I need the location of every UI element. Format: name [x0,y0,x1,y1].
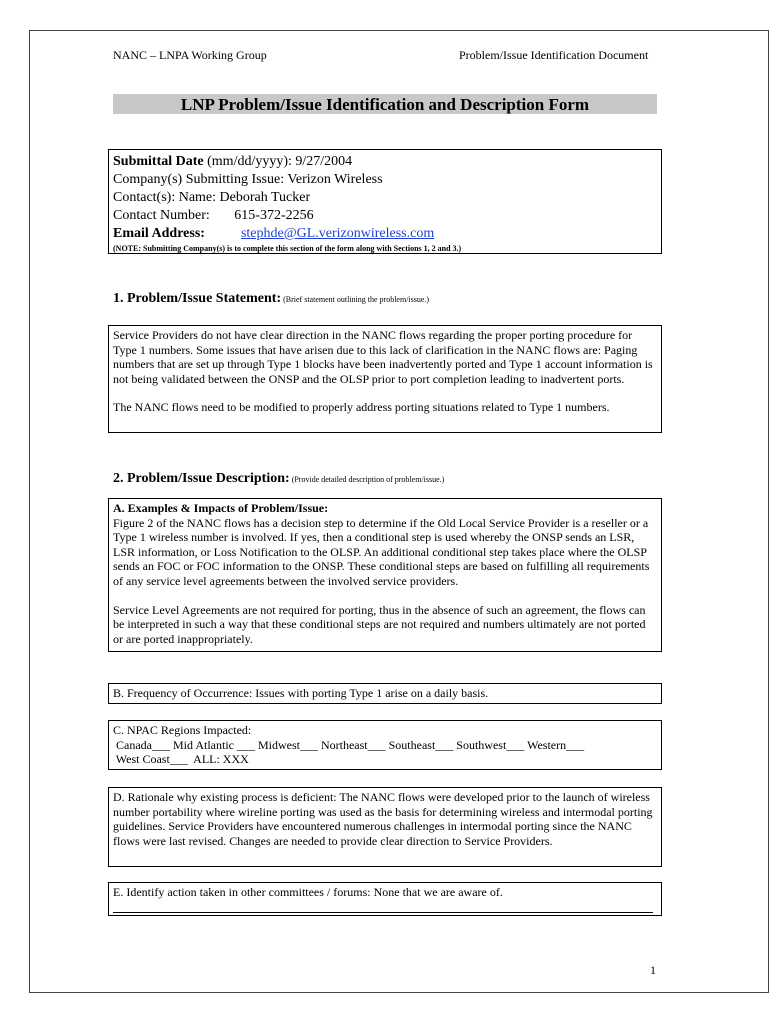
header-right: Problem/Issue Identification Document [459,48,649,62]
submittal-date-label: Submittal Date [113,154,204,169]
contact-number-line: Contact Number: 615-372-2256 [113,208,314,223]
section2d-box [108,787,662,867]
section2-hint: (Provide detailed description of problem/issue.) [289,475,445,484]
company-line: Company(s) Submitting Issue: Verizon Wireless [113,172,383,187]
section2c-line2: West Coast___ ALL: XXX [113,752,249,767]
submittal-date-value: (mm/dd/yyyy): 9/27/2004 [203,154,353,169]
section2a-box [108,498,662,652]
section1-para1: Service Providers do not have clear direction in the NANC flows regarding the proper porting procedure for Type 1 numbers. Some issues that have arisen due to this lack of clarification in the NANC flows are: Paging numbers that are set up through Type 1 blocks have been inadvertently ported and Type 1 account information is not being validated between the ONSP and the OLSP prior to port completion leading to inadvertent ports. [113,328,653,386]
submittal-box [108,149,662,254]
section2b-box [108,683,662,704]
page-number: 1 [650,963,656,977]
section1-box [108,325,662,433]
form-title: LNP Problem/Issue Identification and Description Form [180,95,590,114]
email-line [113,225,657,243]
header-left: NANC – LNPA Working Group [113,48,267,62]
section2-heading [113,471,444,487]
section2b-text: B. Frequency of Occurrence: Issues with porting Type 1 arise on a daily basis. [113,686,489,700]
section2-title: 2. Problem/Issue Description: [113,471,290,486]
section2c-line1: Canada___ Mid Atlantic ___ Midwest___ Northeast___ Southeast___ Southwest___ Western___ [113,737,585,752]
section2e-box [108,882,662,916]
section1-para2: The NANC flows need to be modified to properly address porting situations related to Type 1 numbers. [113,400,610,415]
section2a-para2: Service Level Agreements are not required for porting, thus in the absence of such an agreement, the flows can be interpreted in such a way that these conditional steps are not required and numbers ultimately are not ported or are ported inappropriately. [113,602,646,646]
section1-title: 1. Problem/Issue Statement: [113,291,282,306]
contact-line: Contact(s): Name: Deborah Tucker [113,190,311,205]
section2d-text: D. Rationale why existing process is deficient: The NANC flows were developed prior to the launch of wireless number portability where wireline porting was used as the basis for determining wireless and intermodal porting guidelines. Service Providers have encountered numerous challenges in intermodal porting since the NANC flows were last revised. Changes are needed to provide clear direction to Service Providers. [113,790,653,848]
section2c-label: C. NPAC Regions Impacted: [113,723,252,737]
section2e-answer-line [113,900,653,913]
submittal-date-line [113,153,657,171]
section2c-box [108,720,662,770]
section2a-para1: Figure 2 of the NANC flows has a decision step to determine if the Old Local Service Provider is a reseller or a Type 1 wireless number is involved. If yes, then a conditional step is used whereby the ONSP sends an LSR, LSR information, or Loss Notification to the OLSP. An additional conditional step takes place where the OLSP sends an FOC or FOC information to the ONSP. These conditional steps are based on fulfilling all requirements of any service level agreements between the involved service providers. [113,515,650,588]
submittal-note: (NOTE: Submitting Company(s) is to complete this section of the form along with Sections 1, 2 and 3.) [113,244,462,253]
section2e-text: E. Identify action taken in other committees / forums: None that we are aware of. [113,885,503,899]
section1-hint: (Brief statement outlining the problem/issue.) [281,295,430,304]
section2a-label: A. Examples & Impacts of Problem/Issue: [113,501,329,515]
email-label: Email Address: [113,226,205,241]
section1-heading [113,291,429,307]
email-link[interactable]: stephde@GL.verizonwireless.com [240,226,435,241]
